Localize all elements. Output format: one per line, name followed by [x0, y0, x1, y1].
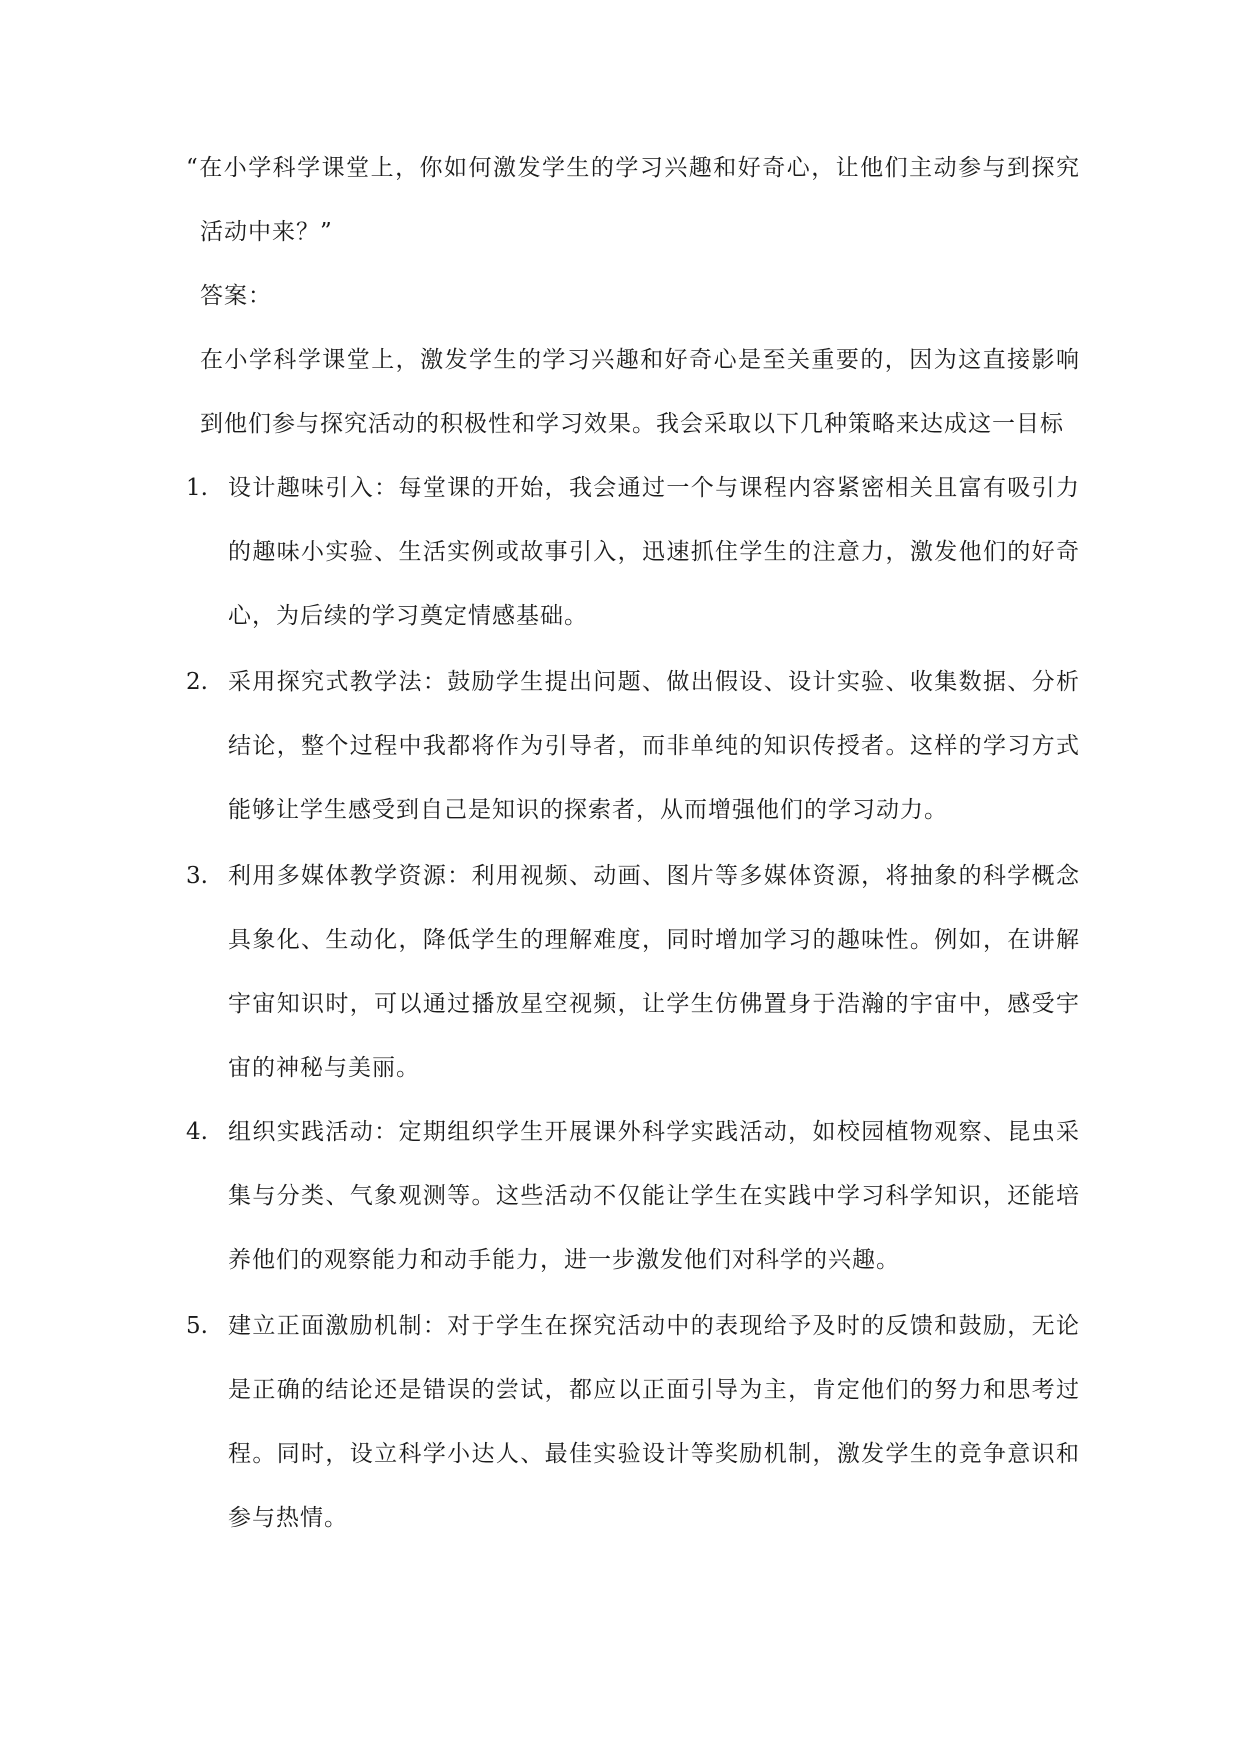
list-item-text: 定期组织学生开展课外科学实践活动，如校园植物观察、昆虫采集与分类、气象观测等。这些活动不仅能让学生在实践中学习科学知识，还能培养他们的观察能力和动手能力，进一步激发他们对科学的兴趣。	[228, 1119, 1081, 1273]
list-item-body	[228, 456, 1080, 648]
question-text: “在小学科学课堂上，你如何激发学生的学习兴趣和好奇心，让他们主动参与到探究活动中来？”	[186, 155, 1080, 245]
list-item-body	[228, 844, 1080, 1100]
list-item-text: 每堂课的开始，我会通过一个与课程内容紧密相关且富有吸引力的趣味小实验、生活实例或故事引入，迅速抓住学生的注意力，激发他们的好奇心，为后续的学习奠定情感基础。	[228, 475, 1081, 629]
list-item-number: 3.	[186, 863, 208, 889]
list-item-title: 建立正面激励机制：	[228, 1313, 448, 1339]
list-item-body	[228, 1294, 1080, 1550]
list-item-body	[228, 650, 1080, 842]
list-item-number: 2.	[186, 669, 208, 695]
intro-paragraph: 在小学科学课堂上，激发学生的学习兴趣和好奇心是至关重要的，因为这直接影响到他们参与探究活动的积极性和学习效果。我会采取以下几种策略来达成这一目标	[200, 347, 1080, 437]
list-item-number: 5.	[186, 1313, 208, 1339]
list-item-title: 设计趣味引入：	[228, 475, 399, 501]
list-item-text: 对于学生在探究活动中的表现给予及时的反馈和鼓励，无论是正确的结论还是错误的尝试，都应以正面引导为主，肯定他们的努力和思考过程。同时，设立科学小达人、最佳实验设计等奖励机制，激发学生的竞争意识和参与热情。	[228, 1313, 1081, 1531]
list-item-text: 鼓励学生提出问题、做出假设、设计实验、收集数据、分析结论，整个过程中我都将作为引导者，而非单纯的知识传授者。这样的学习方式能够让学生感受到自己是知识的探索者，从而增强他们的学习动力。	[228, 669, 1081, 823]
list-item-number: 1.	[186, 475, 208, 501]
list-item-title: 利用多媒体教学资源：	[228, 863, 472, 889]
list-item-number: 4.	[186, 1119, 208, 1145]
list-item-body	[228, 1100, 1080, 1292]
list-item-text: 利用视频、动画、图片等多媒体资源，将抽象的科学概念具象化、生动化，降低学生的理解难度，同时增加学习的趣味性。例如，在讲解宇宙知识时，可以通过播放星空视频，让学生仿佛置身于浩瀚的宇宙中，感受宇宙的神秘与美丽。	[228, 863, 1081, 1081]
answer-label: 答案：	[200, 283, 272, 309]
list-item-title: 采用探究式教学法：	[228, 669, 448, 695]
list-item-title: 组织实践活动：	[228, 1119, 399, 1145]
